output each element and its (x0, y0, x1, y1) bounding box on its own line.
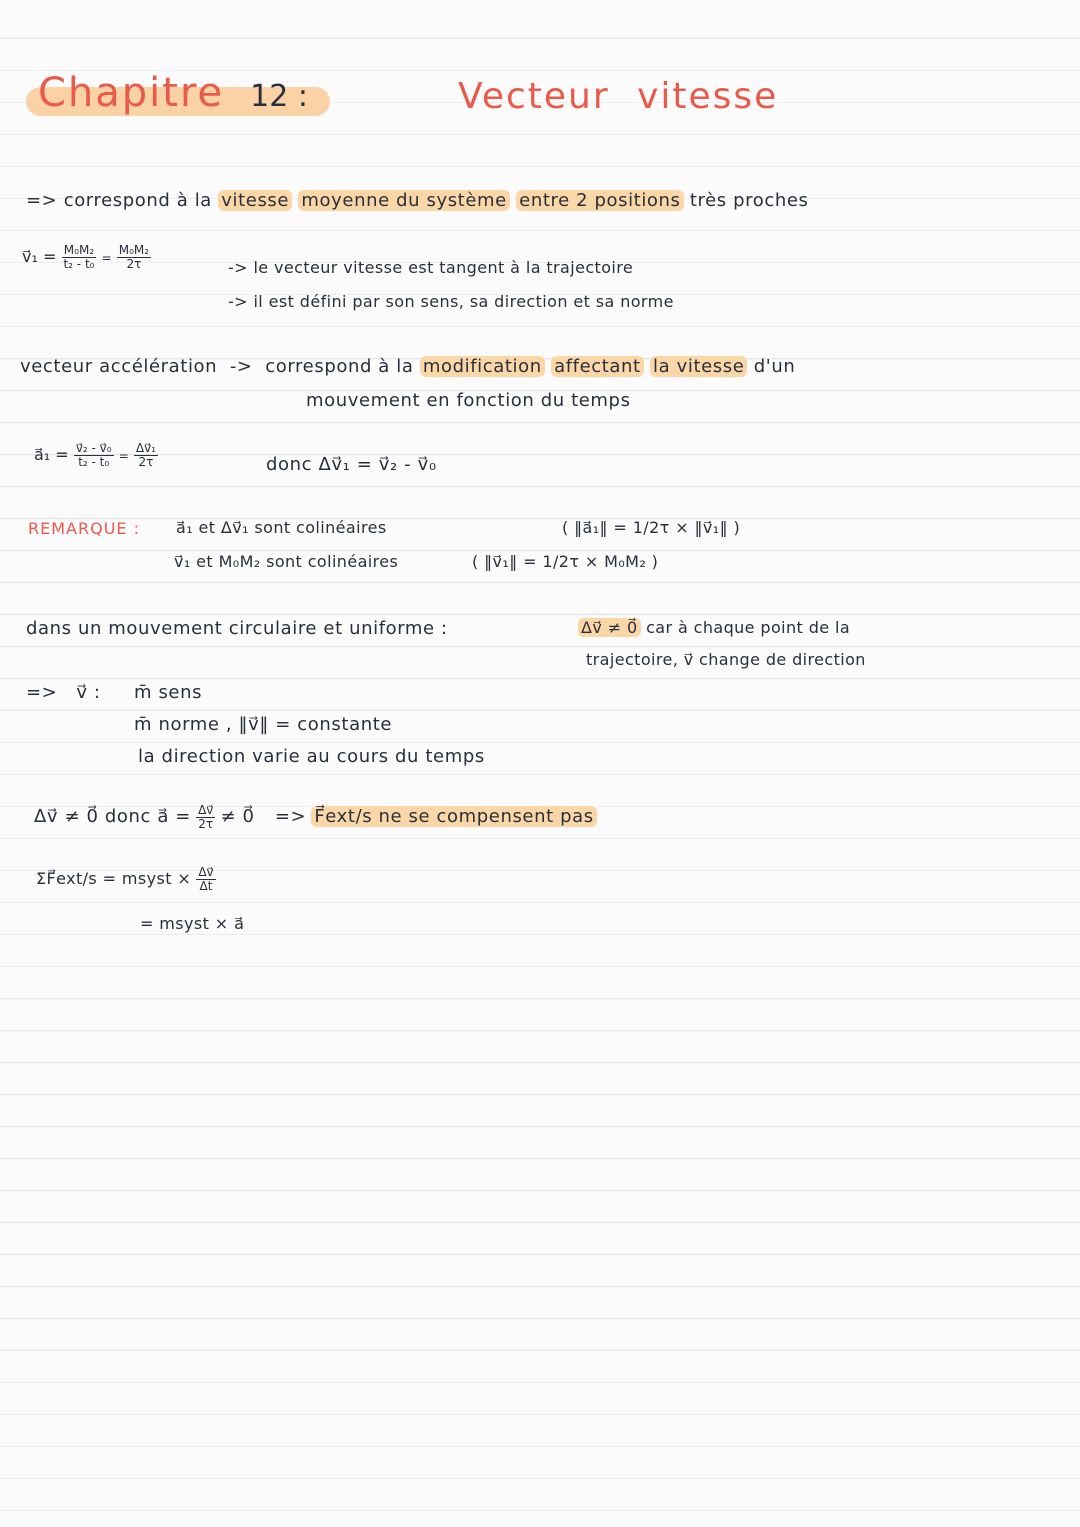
equals-sign: = (101, 251, 112, 266)
fraction-numerator: Δv⃗₁ (135, 441, 156, 455)
highlight-la-vitesse: la vitesse (650, 356, 747, 377)
chapter-label: Chapitre (38, 70, 225, 116)
highlight-positions: entre 2 positions (516, 190, 683, 211)
fraction (74, 442, 114, 469)
vitesse-point-defini: -> il est défini par son sens, sa direction et sa norme (228, 292, 674, 311)
highlight-moyenne: moyenne du système (298, 190, 509, 211)
conclusion-rhs: ≠ 0⃗ (220, 806, 255, 828)
fraction-numerator: v⃗₂ - v⃗₀ (75, 441, 112, 455)
fraction-numerator: M₀M₂ (63, 243, 95, 257)
remarque-line-1: a⃗₁ et Δv⃗₁ sont colinéaires (176, 518, 387, 537)
fraction-denominator: 2τ (198, 817, 214, 832)
page-title: Vecteur vitesse (458, 76, 779, 117)
implies-arrow: => (26, 190, 58, 211)
circulaire-note-line2: trajectoire, v⃗ change de direction (586, 650, 866, 669)
circulaire-item-direction: la direction varie au cours du temps (138, 746, 485, 767)
acceleration-definition (20, 356, 795, 377)
remarque-line-1-norm: ( ‖a⃗₁‖ = 1/2τ × ‖v⃗₁‖ ) (562, 518, 741, 537)
definition-text-end: très proches (689, 190, 809, 211)
vitesse-definition (26, 190, 809, 211)
fraction (196, 866, 215, 893)
fraction (117, 244, 151, 271)
fraction-numerator: Δv⃗ (198, 803, 214, 817)
remarque-line-2-norm: ( ‖v⃗₁‖ = 1/2τ × M₀M₂ ) (472, 552, 659, 571)
newton-law (36, 866, 216, 893)
circulaire-intro: dans un mouvement circulaire et uniforme : (26, 618, 448, 639)
formula-lhs: v⃗₁ = (22, 247, 57, 267)
acceleration-definition-line2: mouvement en fonction du temps (306, 390, 631, 411)
conclusion-lhs: Δv⃗ ≠ 0⃗ donc a⃗ = (34, 806, 191, 828)
newton-law-line2: = msyst × a⃗ (140, 914, 245, 933)
fraction-numerator: Δv⃗ (198, 865, 214, 879)
definition-text-end: d'un (753, 356, 796, 377)
circulaire-item-norme: m̄ norme , ‖v⃗‖ = constante (134, 714, 393, 735)
fraction-denominator: Δt (199, 879, 213, 894)
highlight-affectant: affectant (551, 356, 644, 377)
acceleration-formula (34, 442, 158, 469)
v-label: v⃗ : (76, 682, 101, 703)
definition-text: correspond à la (63, 190, 212, 211)
circulaire-conclusion (34, 804, 597, 831)
remarque-line-2: v⃗₁ et M₀M₂ sont colinéaires (174, 552, 399, 571)
newton-lhs: ΣF⃗ext/s = msyst × (36, 869, 192, 889)
equals-sign: = (118, 449, 129, 464)
definition-arrow: -> (229, 356, 253, 377)
fraction-numerator: M₀M₂ (118, 243, 150, 257)
vitesse-point-tangent: -> le vecteur vitesse est tangent à la trajectoire (228, 258, 634, 277)
definition-text: correspond à la (265, 356, 414, 377)
chapter-title (26, 70, 330, 116)
highlight-delta-v: Δv⃗ ≠ 0⃗ (578, 618, 641, 637)
fraction (196, 804, 215, 831)
circulaire-item-sens: m̄ sens (134, 682, 203, 703)
highlight-vitesse: vitesse (218, 190, 292, 211)
vitesse-formula (22, 244, 151, 271)
circulaire-note-text: car à chaque point de la (646, 618, 851, 637)
fraction-denominator: 2τ (138, 455, 154, 470)
remarque-label: REMARQUE : (28, 519, 140, 538)
circulaire-implies (26, 682, 101, 703)
acceleration-donc: donc Δv⃗₁ = v⃗₂ - v⃗₀ (266, 454, 437, 475)
highlight-forces: F⃗ext/s ne se compensent pas (311, 806, 596, 827)
fraction-denominator: 2τ (126, 257, 142, 272)
highlight-modification: modification (420, 356, 545, 377)
implies-arrow: => (274, 806, 307, 828)
fraction-denominator: t₂ - t₀ (63, 257, 95, 272)
fraction (61, 244, 96, 271)
chapter-number: 12 : (250, 79, 308, 114)
implies-arrow: => (26, 682, 58, 703)
circulaire-note (578, 618, 850, 637)
fraction (134, 442, 158, 469)
formula-lhs: a⃗₁ = (34, 445, 69, 465)
fraction-denominator: t₂ - t₀ (78, 455, 110, 470)
acceleration-label: vecteur accélération (20, 356, 218, 377)
